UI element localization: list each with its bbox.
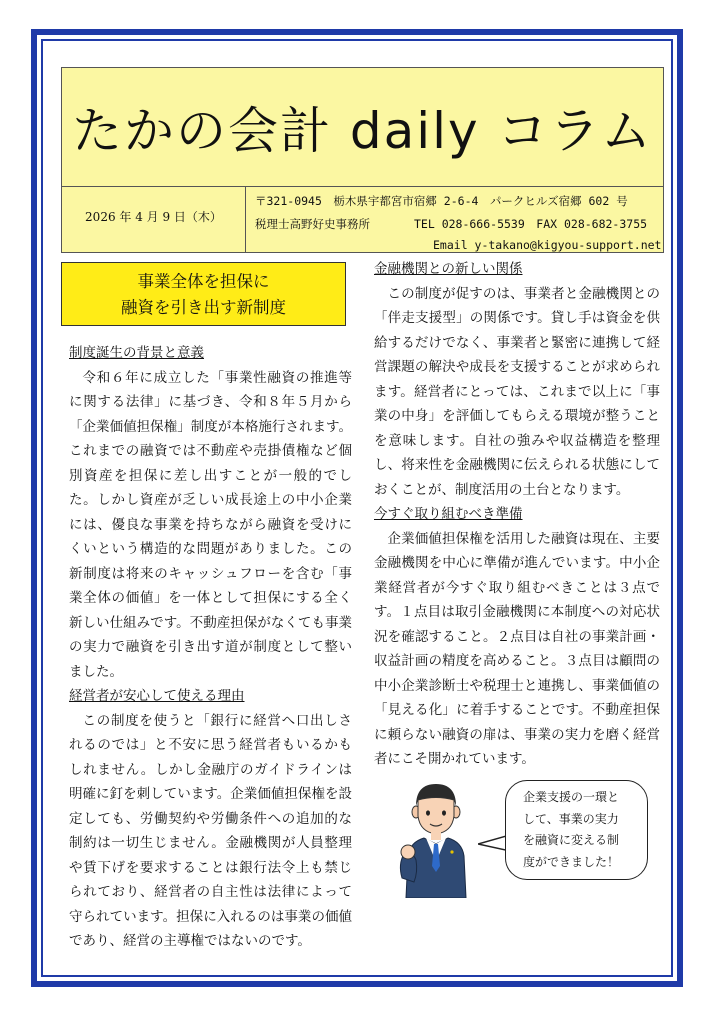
section-heading: 金融機関との新しい関係	[374, 261, 523, 277]
section-heading: 今すぐ取り組むべき準備	[374, 506, 523, 522]
section-body: 企業価値担保権を活用した融資は現在、主要金融機関を中心に準備が進んでいます。中小企業経営者が今すぐ取り組むべきことは３点です。１点目は取引金融機関に本制度への対応状況を確認すること。２点目は自社の事業計画・収益計画の精度を高めること。３点目は顧問の中小企業診断士や税理士と連携し、事業価値の「見える化」に着手することです。不動産担保に頼らない融資の扉は、事業の実力を磨く経営者にこそ開かれています。	[374, 530, 660, 767]
section-heading: 制度誕生の背景と意義	[69, 345, 204, 361]
section-body: この制度を使うと「銀行に経営へ口出しされるのでは」と不安に思う経営者もいるかもしれません。しかし金融庁のガイドラインは明確に釘を刺しています。企業価値担保権を設定しても、労働契約や労働条件への追加的な制約は一切生じません。金融機関が人員整理や賃下げを要求することは銀行法令上も禁じられており、経営者の自主性は法律によって守られています。担保に入れるのは事業の価値であり、経営の主導権ではないのです。	[69, 712, 352, 949]
speech-line: 度ができました！	[523, 854, 620, 869]
speech-line: を融資に変える制	[523, 833, 620, 847]
office-email: Email y-takano@kigyou-support.net	[433, 238, 662, 252]
office-phone-fax: TEL 028-666-5539 FAX 028-682-3755	[414, 217, 648, 231]
headline-line-1: 事業全体を担保に	[137, 272, 270, 291]
office-contact-line	[255, 216, 647, 232]
section-body: この制度が促すのは、事業者と金融機関との「伴走支援型」の関係です。貸し手は資金を供給するだけでなく、事業者と緊密に連携して経営課題の解決や成長を支援することが求められます。経営者にとっては、これまで以上に「事業の中身」を評価してもらえる環境が整うことを意味します。自社の強みや収益構造を整理し、将来性を金融機関に伝えられる状態にしておくことが、制度活用の土台となります。	[374, 285, 660, 498]
section-body: 令和６年に成立した「事業性融資の推進等に関する法律」に基づき、令和８年５月から「企業価値担保権」制度が本格施行されます。これまでの融資では不動産や売掛債権など個別資産を担保に差し出すことが一般的でした。しかし資産が乏しい成長途上の中小企業には、優良な事業を持ちながら融資を受けにくいという構造的な問題がありました。この新制度は将来のキャッシュフローを含む「事業全体の価値」を一体として担保にする全く新しい仕組みです。不動産担保がなくても事業の実力で融資を引き出す道が制度として整いました。	[69, 369, 352, 680]
office-name: 税理士高野好史事務所	[255, 217, 370, 231]
left-column	[69, 341, 352, 954]
speech-line: して、事業の実力	[523, 811, 619, 826]
headline-line-2: 融資を引き出す新制度	[121, 298, 286, 317]
businessman-illustration	[396, 778, 476, 898]
issue-date: 2026 年 4 月 9 日（木）	[85, 210, 222, 224]
right-column	[374, 257, 660, 772]
page-title: たかの会計 daily コラム	[71, 102, 654, 160]
speech-bubble	[505, 780, 648, 880]
speech-line: 企業支援の一環と	[523, 790, 620, 804]
header-box	[61, 67, 664, 253]
headline-box	[61, 262, 346, 326]
section-heading: 経営者が安心して使える理由	[69, 688, 245, 704]
header-divider-vertical	[245, 186, 246, 252]
header-divider	[62, 186, 663, 187]
office-address: 〒321-0945 栃木県宇都宮市宿郷 2-6-4 パークヒルズ宿郷 602 号	[255, 194, 628, 208]
